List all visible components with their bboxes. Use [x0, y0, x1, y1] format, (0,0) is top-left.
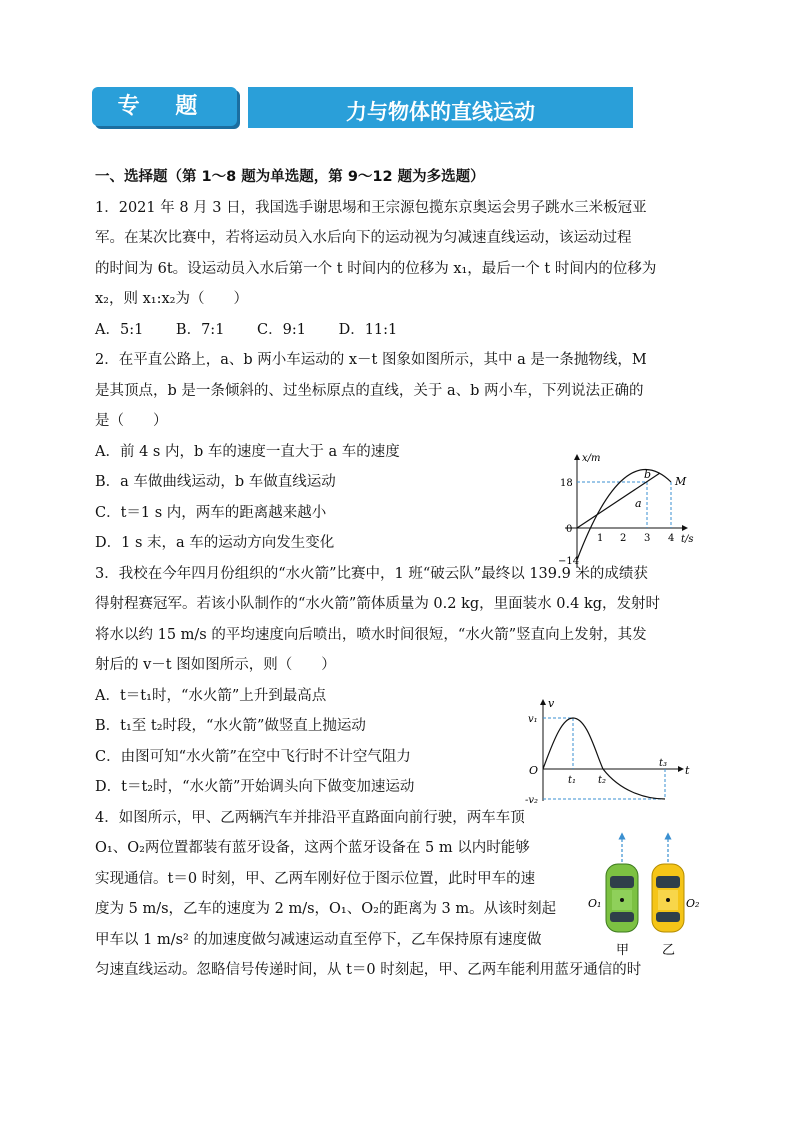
q3-t2-label: t₂: [598, 775, 607, 786]
label-o2: O₂: [686, 897, 700, 910]
q2-option-c: C．t＝1 s 内，两车的距离越来越小: [95, 504, 327, 521]
q2-xt-graph: [555, 450, 705, 575]
q3-v1-label: v₁: [528, 714, 538, 725]
q2-line-2: 是其顶点，b 是一条倾斜的、过坐标原点的直线，关于 a、b 两小车，下列说法正确的: [95, 382, 644, 399]
q3-t3-label: t₃: [659, 758, 668, 769]
q3-t-label: t: [685, 764, 690, 777]
q1-option-b: B．7:1: [175, 321, 225, 338]
q1-line-4: x₂，则 x₁:x₂为（ ）: [95, 291, 248, 307]
q2-option-a: A．前 4 s 内，b 车的速度一直大于 a 车的速度: [95, 443, 400, 460]
label-o1: O₁: [588, 897, 602, 910]
q3-t1-label: t₁: [568, 775, 577, 786]
q3-option-b: B．t₁至 t₂时段，“水火箭”做竖直上抛运动: [95, 718, 366, 734]
label-car-yi: 乙: [662, 943, 676, 958]
car-jia: [606, 864, 638, 932]
q3-option-a: A．t＝t₁时，“水火箭”上升到最高点: [95, 687, 327, 704]
q2-label-m: M: [675, 475, 687, 488]
q4-line-2: O₁、O₂两位置都装有蓝牙设备，这两个蓝牙设备在 5 m 以内时能够: [95, 840, 530, 856]
q2-x-tick-3: 3: [644, 533, 651, 544]
q3-vt-graph: [525, 696, 695, 806]
q3-line-2: 得射程赛冠军。若该小队制作的“水火箭”箭体质量为 0.2 kg，里面装水 0.4 kg，发射时: [95, 596, 661, 612]
q2-label-b: b: [644, 468, 652, 481]
q4-line-6: 匀速直线运动。忽略信号传递时间，从 t＝0 时刻起，甲、乙两车能利用蓝牙通信的时: [95, 962, 642, 978]
q2-line-b: [577, 473, 660, 528]
q2-x-tick-4: 4: [668, 533, 675, 544]
q2-option-b: B．a 车做曲线运动，b 车做直线运动: [95, 474, 336, 490]
q1-line-2: 军。在某次比赛中，若将运动员入水后向下的运动视为匀减速直线运动，该运动过程: [95, 230, 632, 246]
q3-origin-label: O: [529, 764, 539, 777]
q2-y-tick-0: 0: [566, 524, 573, 535]
q2-x-tick-2: 2: [620, 533, 627, 544]
label-car-jia: 甲: [616, 943, 630, 958]
q1-option-a: A．5:1: [95, 321, 144, 338]
q4-line-5: 甲车以 1 m/s² 的加速度做匀减速运动直至停下，乙车保持原有速度做: [95, 931, 542, 948]
q1-option-c: C．9:1: [257, 321, 306, 338]
q2-curve-a: [577, 470, 671, 560]
section-title: 一、选择题（第 1～8 题为单选题，第 9～12 题为多选题）: [95, 169, 485, 185]
topic-tag: 专 题 二: [92, 87, 237, 126]
page-title: 力与物体的直线运动: [248, 87, 633, 128]
q4-line-1: 4．如图所示，甲、乙两辆汽车并排沿平直路面向前行驶，两车车顶: [95, 809, 525, 826]
q2-y-tick-neg14: −14: [558, 556, 580, 567]
q4-cars-figure: [586, 832, 706, 962]
q3-line-4: 射后的 v－t 图如图所示，则（ ）: [95, 657, 336, 673]
q4-line-4: 度为 5 m/s，乙车的速度为 2 m/s，O₁、O₂的距离为 3 m。从该时刻起: [95, 901, 557, 917]
q2-line-3: 是（ ）: [95, 413, 168, 429]
q3-option-d: D．t＝t₂时，“水火箭”开始调头向下做变加速运动: [95, 779, 415, 795]
q2-line-1: 2．在平直公路上，a、b 两小车运动的 x－t 图象如图所示，其中 a 是一条抛物线，M: [95, 352, 647, 368]
q1-line-3: 的时间为 6t。设运动员入水后第一个 t 时间内的位移为 x₁，最后一个 t 时间内的位移为: [95, 260, 657, 277]
q1-option-d: D．11:1: [338, 321, 398, 338]
q3-v-label: v: [548, 697, 555, 710]
q2-label-a: a: [635, 497, 642, 510]
q2-x-label: t/s: [681, 534, 694, 545]
q1-line-1: 1．2021 年 8 月 3 日，我国选手谢思埸和王宗源包揽东京奥运会男子跳水三米板冠亚: [95, 199, 647, 216]
q2-y-label: x/m: [582, 453, 601, 464]
q2-option-d: D．1 s 末，a 车的运动方向发生变化: [95, 535, 335, 551]
q3-line-1: 3．我校在今年四月份组织的“水火箭”比赛中，1 班“破云队”最终以 139.9 米的成绩获: [95, 565, 648, 582]
q3-v2-label: -v₂: [525, 795, 539, 806]
q2-x-tick-1: 1: [597, 533, 604, 544]
q3-line-3: 将水以约 15 m/s 的平均速度向后喷出，喷水时间很短，“水火箭”竖直向上发射，其发: [95, 626, 647, 643]
q2-y-tick-18: 18: [560, 478, 573, 489]
q1-options: [95, 315, 695, 346]
q3-option-c: C．由图可知“水火箭”在空中飞行时不计空气阻力: [95, 748, 411, 765]
q4-line-3: 实现通信。t＝0 时刻，甲、乙两车刚好位于图示位置，此时甲车的速: [95, 870, 536, 887]
car-yi: [652, 864, 684, 932]
q3-velocity-curve: [543, 718, 668, 799]
